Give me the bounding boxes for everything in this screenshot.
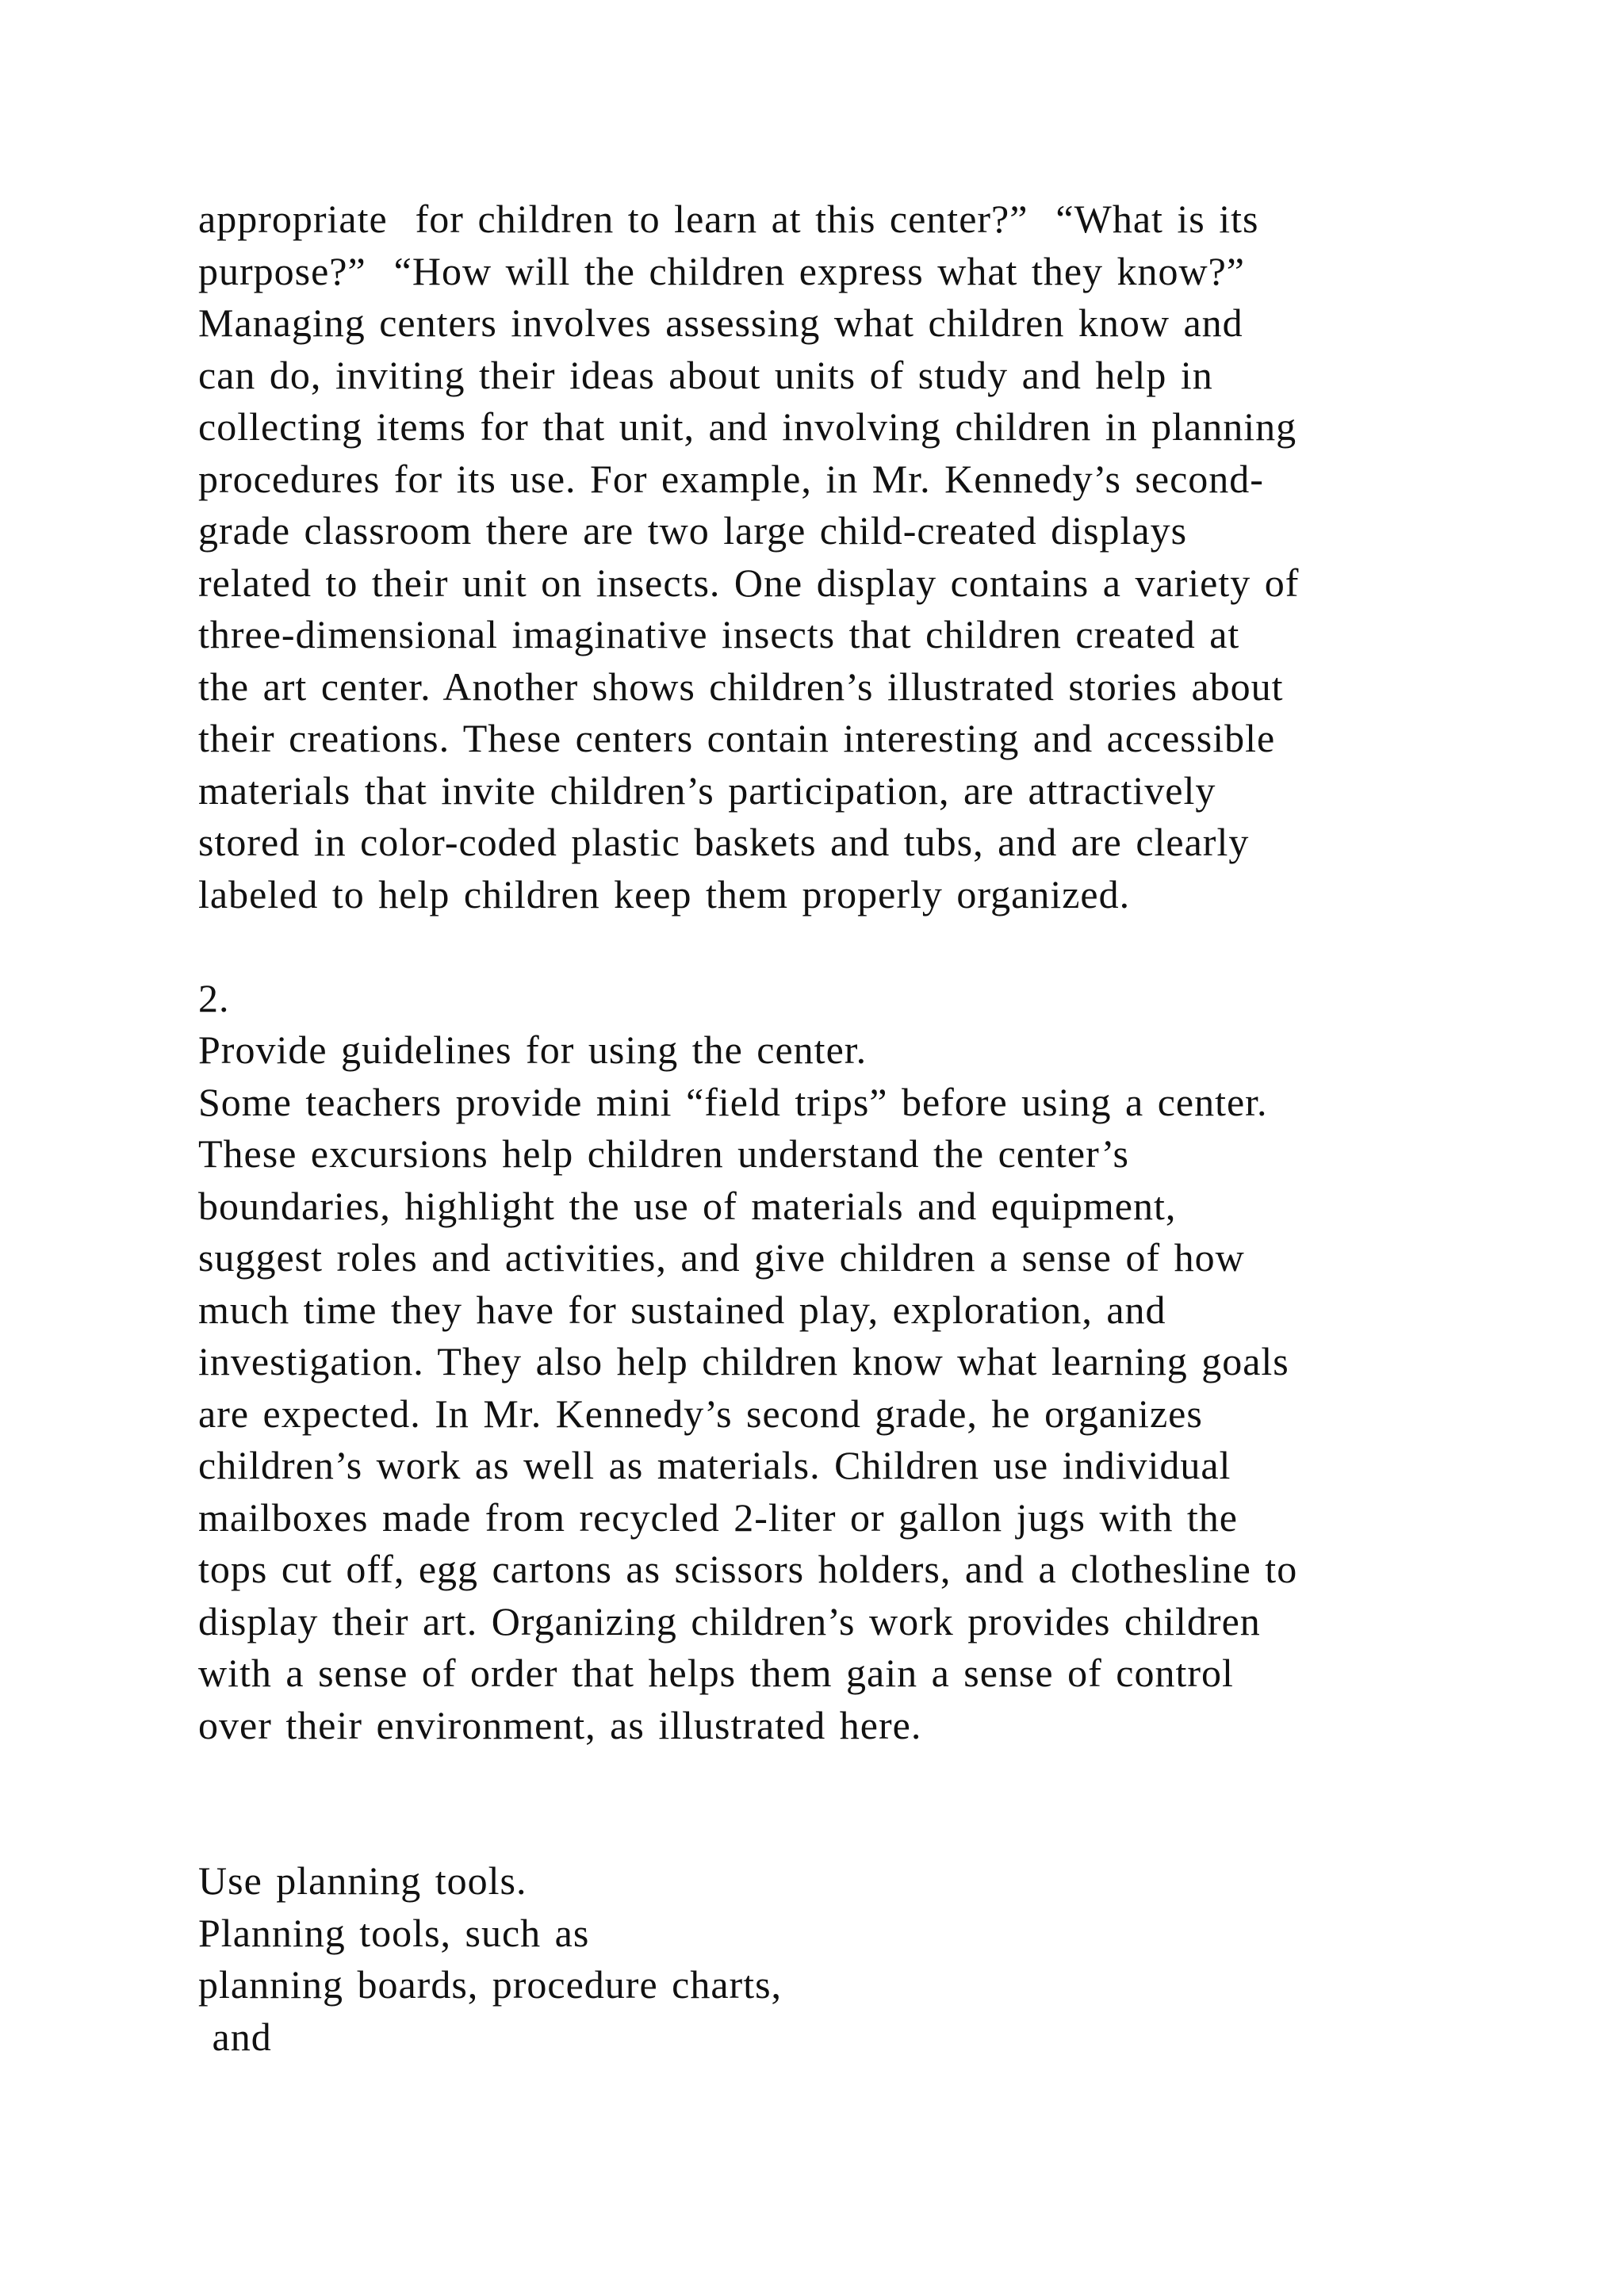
text-line: Managing centers involves assessing what children know and — [198, 300, 1243, 345]
text-line: the art center. Another shows children’s illustrated stories about — [198, 664, 1284, 709]
text-line: tops cut off, egg cartons as scissors holders, and a clothesline to — [198, 1547, 1298, 1591]
text-line: purpose?” “How will the children express what they know?” — [198, 248, 1246, 293]
text-line: with a sense of order that helps them gain a sense of control — [198, 1651, 1234, 1695]
section-heading: Use planning tools. — [198, 1858, 527, 1903]
text-line: are expected. In Mr. Kennedy’s second grade, he organizes — [198, 1391, 1203, 1436]
text-line: suggest roles and activities, and give children a sense of how — [198, 1235, 1245, 1280]
text-line: over their environment, as illustrated here. — [198, 1702, 922, 1747]
text-line: Some teachers provide mini “field trips” before using a center. — [198, 1079, 1268, 1124]
text-line: related to their unit on insects. One display contains a variety of — [198, 560, 1300, 605]
section-heading: Provide guidelines for using the center. — [198, 1027, 868, 1072]
text-line: can do, inviting their ideas about units of study and help in — [198, 352, 1213, 397]
text-line: investigation. They also help children know what learning goals — [198, 1339, 1289, 1383]
spacer — [198, 1804, 1483, 1856]
paragraph-1 — [198, 193, 1483, 920]
spacer — [198, 1751, 1483, 1804]
text-line: three-dimensional imaginative insects that children created at — [198, 612, 1240, 656]
text-line: their creations. These centers contain interesting and accessible — [198, 716, 1276, 760]
text-line: much time they have for sustained play, exploration, and — [198, 1287, 1166, 1332]
text-line: grade classroom there are two large child-created displays — [198, 508, 1188, 553]
text-line: children’s work as well as materials. Children use individual — [198, 1443, 1231, 1487]
document-text — [198, 193, 1483, 2063]
text-line: display their art. Organizing children’s work provides children — [198, 1598, 1261, 1644]
text-line: These excursions help children understand the center’s — [198, 1131, 1129, 1176]
text-line: and — [198, 2014, 272, 2059]
text-line: labeled to help children keep them properly organized. — [198, 871, 1131, 916]
text-line: appropriate for children to learn at this center?” “What is its — [198, 197, 1259, 241]
section-2 — [198, 973, 1483, 1752]
text-line: stored in color-coded plastic baskets and tubs, and are clearly — [198, 820, 1250, 864]
text-line: materials that invite children’s participation, are attractively — [198, 767, 1216, 813]
spacer — [198, 920, 1483, 973]
section-number: 2. — [198, 975, 230, 1020]
text-line: mailboxes made from recycled 2-liter or gallon jugs with the — [198, 1494, 1238, 1540]
text-line: Planning tools, such as — [198, 1910, 590, 1955]
text-line: boundaries, highlight the use of materials and equipment, — [198, 1183, 1177, 1228]
text-line: planning boards, procedure charts, — [198, 1962, 783, 2007]
text-line: procedures for its use. For example, in Mr. Kennedy’s second- — [198, 456, 1264, 501]
text-line: collecting items for that unit, and involving children in planning — [198, 404, 1297, 449]
section-3 — [198, 1855, 1483, 2063]
